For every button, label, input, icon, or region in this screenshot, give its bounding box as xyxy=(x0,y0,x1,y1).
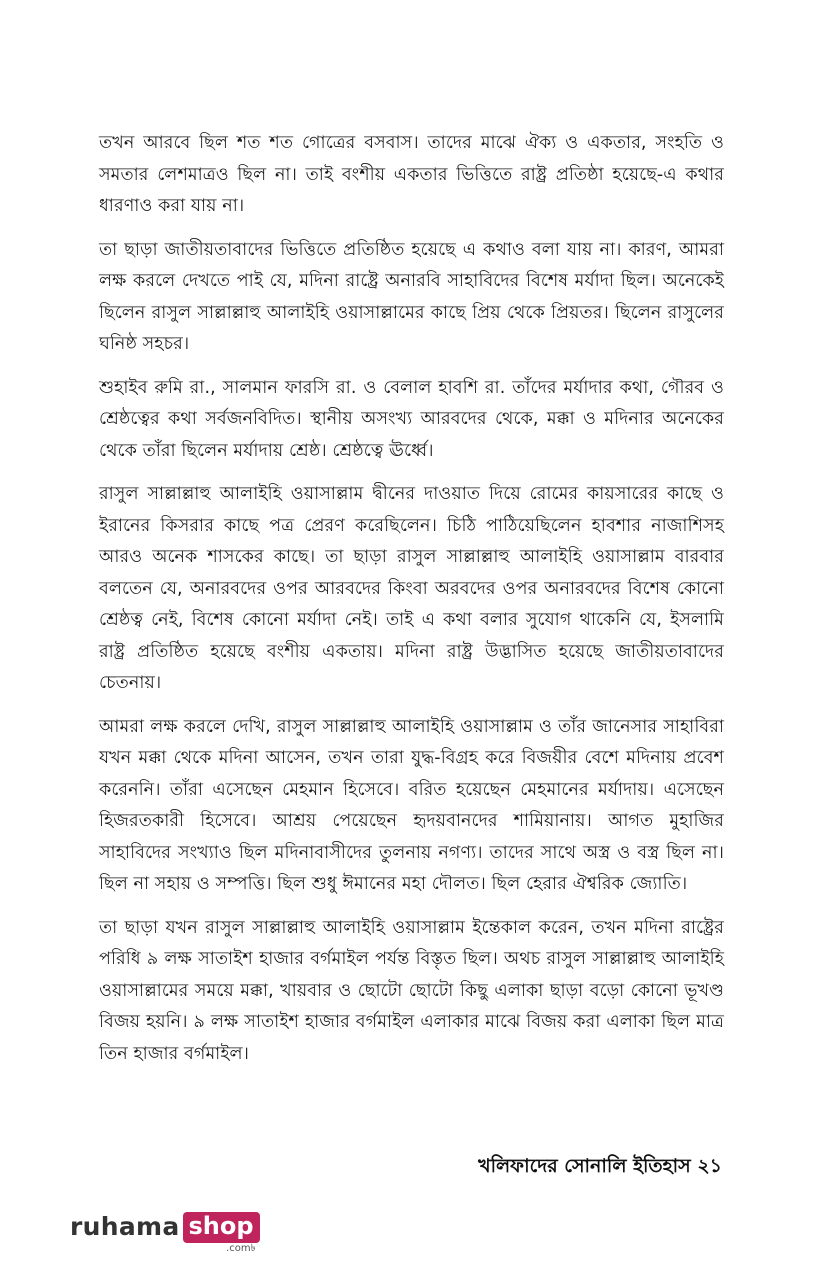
paragraph-4: রাসুল সাল্লাল্লাহু আলাইহি ওয়াসাল্লাম দ্বীনের দাওয়াত দিয়ে রোমের কায়সারের কাছে ও ইরানের কিসরার কাছে পত্র প্রেরণ করেছিলেন। চিঠি পাঠিয়েছিলেন হাবশার নাজাশিসহ আরও অনেক শাসকের কাছে। তা ছাড়া রাসুল সাল্লাল্লাহু আলাইহি ওয়াসাল্লাম বারবার বলতেন যে, অনারবদের ওপর আরবদের কিংবা অরবদের ওপর অনারবদের বিশেষ কোনো শ্রেষ্ঠত্ব নেই, বিশেষ কোনো মর্যাদা নেই। তাই এ কথা বলার সুযোগ থাকেনি যে, ইসলামি রাষ্ট্র প্রতিষ্ঠিত হয়েছে বংশীয় একতায়। মদিনা রাষ্ট্র উদ্ভাসিত হয়েছে জাতীয়তাবাদের চেতনায়। xyxy=(99,484,724,693)
logo-domain-text: .com৳ xyxy=(226,1243,256,1254)
ruhamashop-logo xyxy=(70,1212,260,1254)
paragraph-3: শুহাইব রুমি রা., সালমান ফারসি রা. ও বেলাল হাবশি রা. তাঁদের মর্যাদার কথা, গৌরব ও শ্রেষ্ঠত্বের কথা সর্বজনবিদিত। স্থানীয় অসংখ্য আরবদের থেকে, মক্কা ও মদিনার অনেকের থেকে তাঁরা ছিলেন মর্যাদায় শ্রেষ্ঠ। শ্রেষ্ঠত্বে ঊর্ধ্বে। xyxy=(99,377,724,461)
paragraph-6: তা ছাড়া যখন রাসুল সাল্লাল্লাহু আলাইহি ওয়াসাল্লাম ইন্তেকাল করেন, তখন মদিনা রাষ্ট্রের পরিধি ৯ লক্ষ সাতাইশ হাজার বর্গমাইল পর্যন্ত বিস্তৃত ছিল। অথচ রাসুল সাল্লাল্লাহু আলাইহি ওয়াসাল্লামের সময়ে মক্কা, খায়বার ও ছোটো ছোটো কিছু এলাকা ছাড়া বড়ো কোনো ভূখণ্ড বিজয় হয়নি। ৯ লক্ষ সাতাইশ হাজার বর্গমাইল এলাকার মাঝে বিজয় করা এলাকা ছিল মাত্র তিন হাজার বর্গমাইল। xyxy=(99,917,724,1064)
logo-brand-text: ruhama xyxy=(70,1212,180,1241)
logo-shop-badge xyxy=(183,1212,260,1254)
running-footer: খলিফাদের সোনালি ইতিহাস ২১ xyxy=(478,1155,722,1177)
logo-shop-text: shop xyxy=(183,1212,260,1243)
paragraph-2: তা ছাড়া জাতীয়তাবাদের ভিত্তিতে প্রতিষ্ঠিত হয়েছে এ কথাও বলা যায় না। কারণ, আমরা লক্ষ করলে দেখতে পাই যে, মদিনা রাষ্ট্রে অনারবি সাহাবিদের বিশেষ মর্যাদা ছিল। অনেকেই ছিলেন রাসুল সাল্লাল্লাহু আলাইহি ওয়াসাল্লামের কাছে প্রিয় থেকে প্রিয়তর। ছিলেন রাসুলের ঘনিষ্ঠ সহচর। xyxy=(99,239,725,354)
page-body xyxy=(99,128,724,1082)
paragraph-5: আমরা লক্ষ করলে দেখি, রাসুল সাল্লাল্লাহু আলাইহি ওয়াসাল্লাম ও তাঁর জানেসার সাহাবিরা যখন মক্কা থেকে মদিনা আসেন, তখন তারা যুদ্ধ-বিগ্রহ করে বিজয়ীর বেশে মদিনায় প্রবেশ করেননি। তাঁরা এসেছেন মেহমান হিসেবে। বরিত হয়েছেন মেহমানের মর্যাদায়। এসেছেন হিজরতকারী হিসেবে। আশ্রয় পেয়েছেন হৃদয়বানদের শামিয়ানায়। আগত মুহাজির সাহাবিদের সংখ্যাও ছিল মদিনাবাসীদের তুলনায় নগণ্য। তাদের সাথে অস্ত্র ও বস্ত্র ছিল না। ছিল না সহায় ও সম্পত্তি। ছিল শুধু ঈমানের মহা দৌলত। ছিল হেরার ঐশ্বরিক জ্যোতি। xyxy=(99,716,724,894)
paragraph-1: তখন আরবে ছিল শত শত গোত্রের বসবাস। তাদের মাঝে ঐক্য ও একতার, সংহতি ও সমতার লেশমাত্রও ছিল না। তাই বংশীয় একতার ভিত্তিতে রাষ্ট্র প্রতিষ্ঠা হয়েছে-এ কথার ধারণাও করা যায় না। xyxy=(99,133,724,216)
